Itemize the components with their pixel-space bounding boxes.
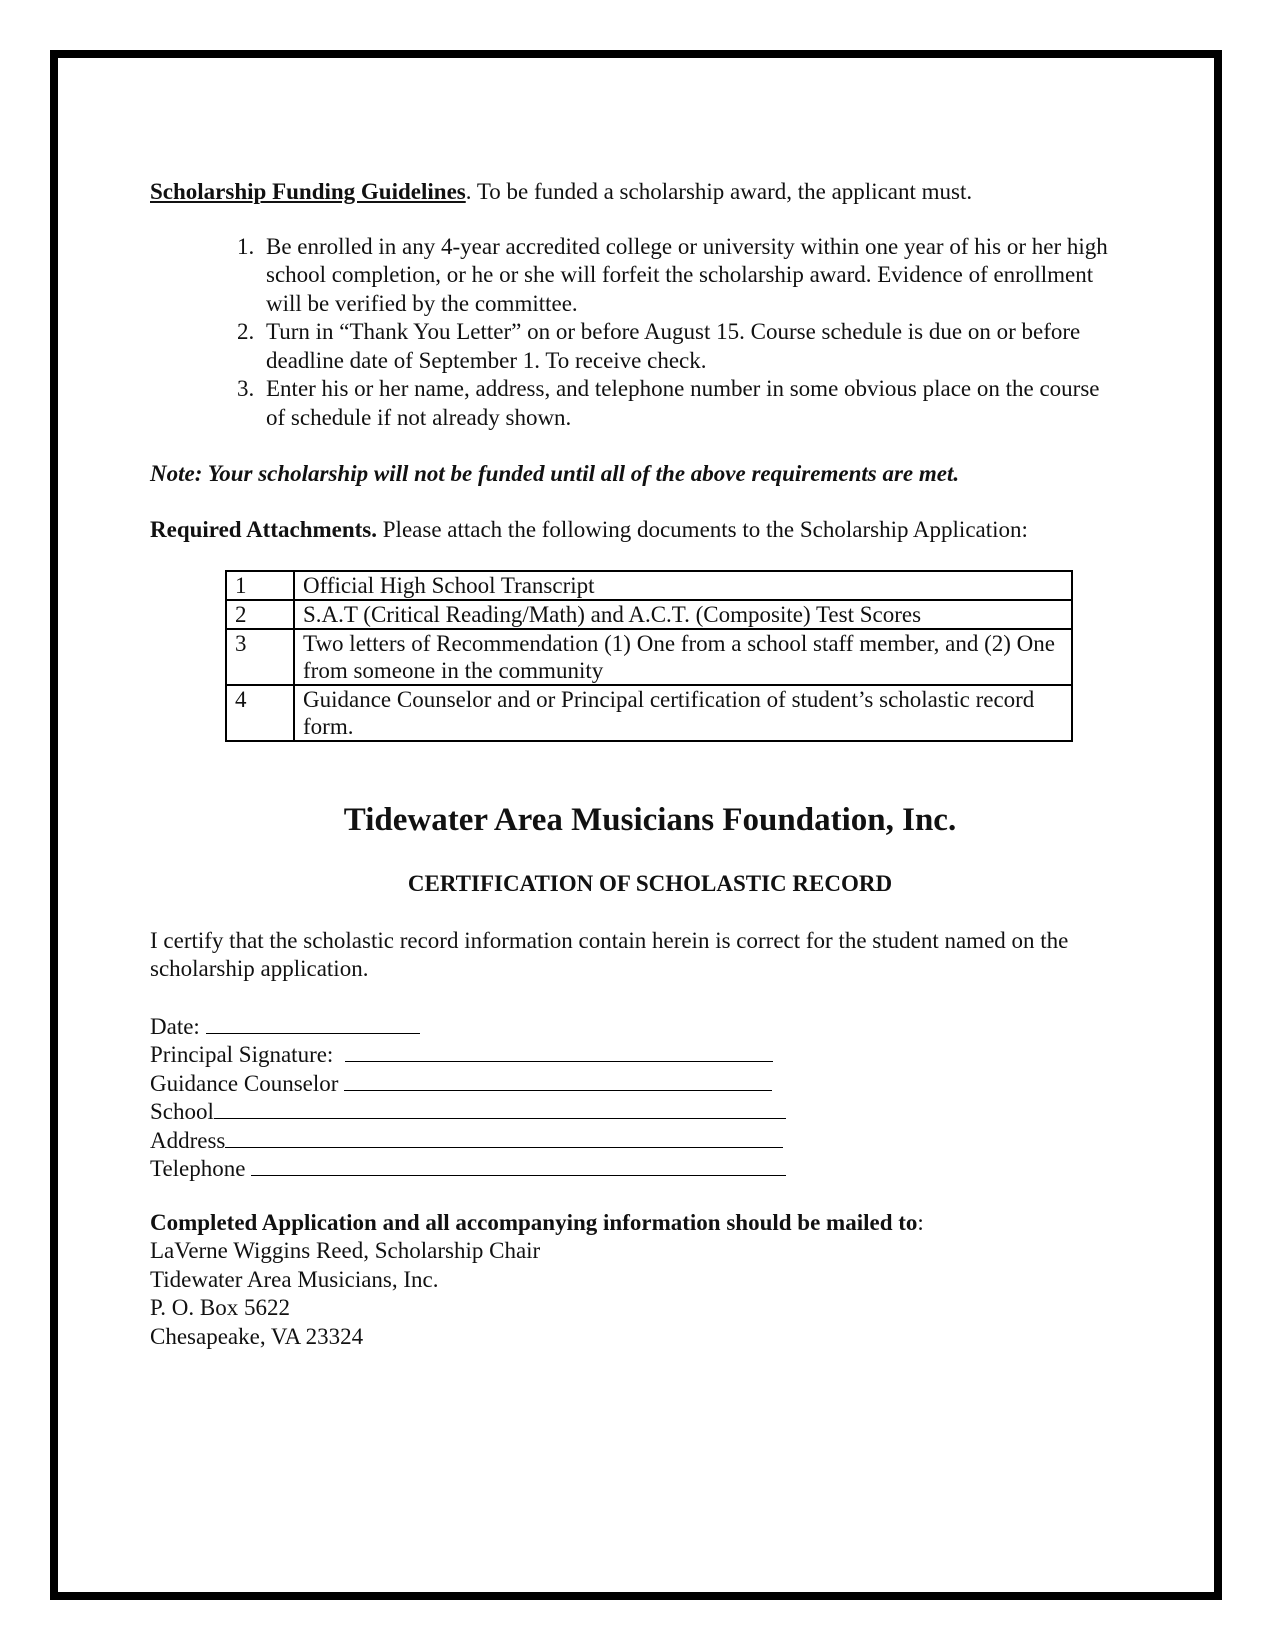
- date-label: Date:: [150, 1013, 200, 1039]
- attachments-paragraph: [150, 516, 1110, 545]
- attachments-table: [225, 570, 1073, 742]
- guideline-item: 2. Turn in “Thank You Letter” on or before August 15. Course schedule is due on or before deadline date of September 1. To receive check.: [260, 318, 1110, 375]
- date-row: [150, 1011, 1110, 1040]
- date-blank[interactable]: [206, 1011, 420, 1034]
- mailing-heading: [150, 1209, 1110, 1238]
- principal-row: [150, 1039, 1110, 1068]
- counselor-row: [150, 1068, 1110, 1097]
- organization-title: Tidewater Area Musicians Foundation, Inc.: [343, 802, 957, 838]
- mailing-line: Chesapeake, VA 23324: [150, 1323, 364, 1349]
- mailing-colon: :: [917, 1209, 924, 1235]
- school-row: [150, 1096, 1110, 1125]
- certification-statement: I certify that the scholastic record information contain herein is correct for the student named on the scholarship application.: [150, 927, 1069, 981]
- document-body: [150, 178, 1110, 1351]
- mailing-label: Completed Application and all accompanying information should be mailed to: [150, 1209, 918, 1235]
- funding-note: Note: Your scholarship will not be funded until all of the above requirements are met.: [150, 461, 960, 486]
- principal-label: Principal Signature:: [150, 1042, 334, 1067]
- row-number: 3: [226, 629, 294, 685]
- attachments-text: Please attach the following documents to the Scholarship Application:: [377, 516, 1028, 542]
- table-row: [226, 571, 1072, 600]
- school-label: School: [150, 1099, 214, 1124]
- school-blank[interactable]: [214, 1096, 786, 1119]
- guidelines-list: [150, 233, 1110, 433]
- signature-fields: [150, 1011, 1110, 1182]
- telephone-blank[interactable]: [251, 1153, 786, 1176]
- telephone-row: [150, 1153, 1110, 1182]
- telephone-label: Telephone: [150, 1156, 246, 1181]
- row-number: 2: [226, 600, 294, 629]
- row-number: 1: [226, 571, 294, 600]
- address-blank[interactable]: [225, 1125, 783, 1148]
- guideline-item: 1. Be enrolled in any 4-year accredited college or university within one year of his or her high school completion, or he or she will forfeit the scholarship award. Evidence of enrollment will be verified by the committee.: [260, 233, 1110, 319]
- mailing-line: Tidewater Area Musicians, Inc.: [150, 1266, 439, 1292]
- row-number: 4: [226, 685, 294, 741]
- address-row: [150, 1125, 1110, 1154]
- attachments-label: Required Attachments.: [150, 516, 378, 542]
- table-row: [226, 600, 1072, 629]
- guidelines-paragraph: [150, 178, 1110, 207]
- row-text: S.A.T (Critical Reading/Math) and A.C.T. (Composite) Test Scores: [294, 600, 1072, 629]
- mailing-line: P. O. Box 5622: [150, 1295, 290, 1320]
- guidelines-heading: Scholarship Funding Guidelines: [150, 179, 466, 204]
- certification-title: CERTIFICATION OF SCHOLASTIC RECORD: [407, 871, 893, 896]
- address-label: Address: [150, 1127, 226, 1153]
- counselor-label: Guidance Counselor: [150, 1070, 339, 1096]
- table-row: [226, 685, 1072, 741]
- mailing-block: [150, 1209, 1110, 1352]
- row-text: Two letters of Recommendation (1) One from a school staff member, and (2) One from someone in the community: [294, 629, 1072, 685]
- mailing-line: LaVerne Wiggins Reed, Scholarship Chair: [150, 1238, 541, 1263]
- guideline-item: 3. Enter his or her name, address, and telephone number in some obvious place on the course of schedule if not already shown.: [260, 375, 1110, 432]
- table-row: [226, 629, 1072, 685]
- guidelines-intro: . To be funded a scholarship award, the applicant must.: [465, 179, 973, 204]
- counselor-blank[interactable]: [344, 1068, 772, 1091]
- row-text: Official High School Transcript: [294, 571, 1072, 600]
- principal-signature-blank[interactable]: [345, 1039, 773, 1062]
- row-text: Guidance Counselor and or Principal certification of student’s scholastic record form.: [294, 685, 1072, 741]
